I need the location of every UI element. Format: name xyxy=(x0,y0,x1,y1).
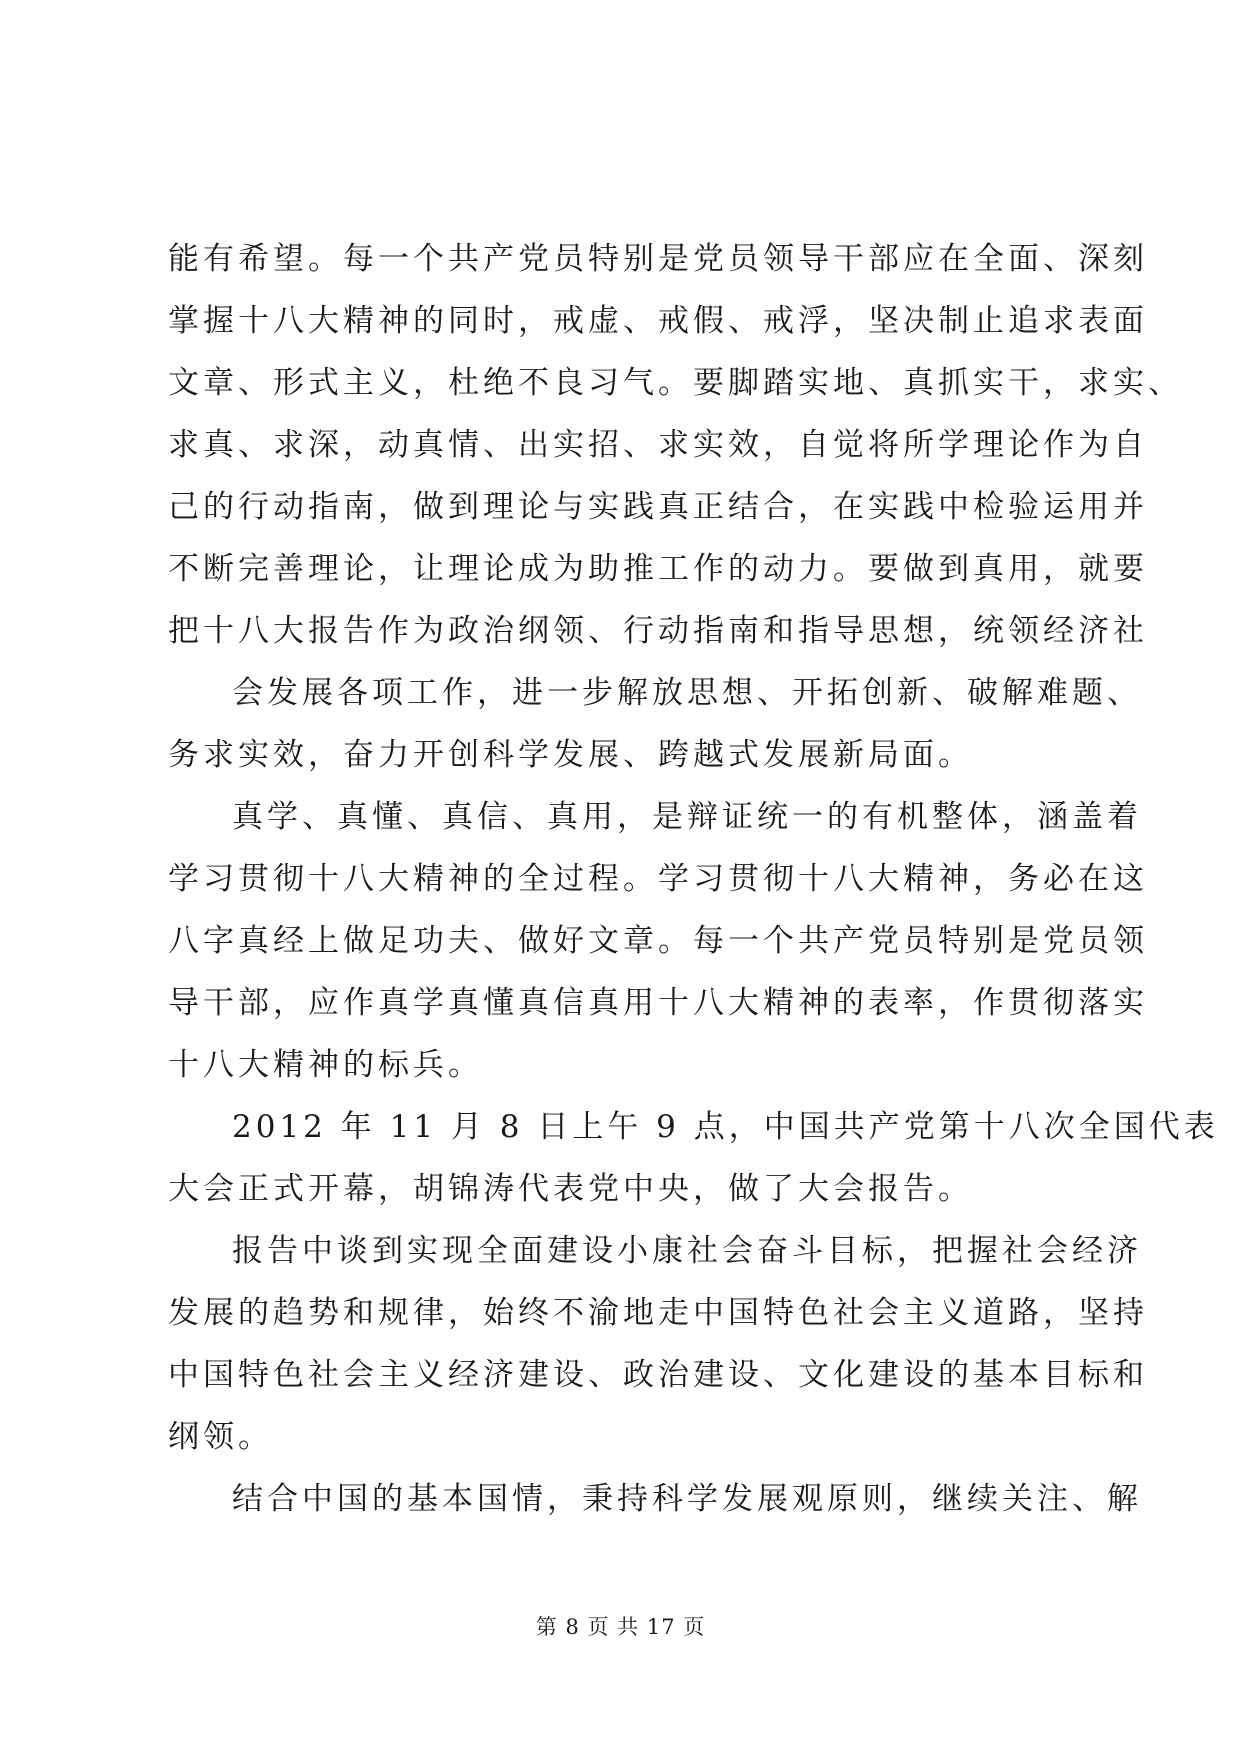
text-line: 结合中国的基本国情，秉持科学发展观原则，继续关注、解 xyxy=(232,1481,1142,1517)
text-line: 八字真经上做足功夫、做好文章。每一个共产党员特别是党员领 xyxy=(168,923,1148,959)
text-line: 纲领。 xyxy=(168,1419,273,1455)
page-number-footer: 第 8 页 共 17 页 xyxy=(535,1615,706,1639)
text-line: 不断完善理论，让理论成为助推工作的动力。要做到真用，就要 xyxy=(168,551,1148,587)
text-line: 把十八大报告作为政治纲领、行动指南和指导思想，统领经济社 xyxy=(168,613,1148,649)
text-line: 真学、真懂、真信、真用，是辩证统一的有机整体，涵盖着 xyxy=(232,799,1142,835)
text-line: 求真、求深，动真情、出实招、求实效，自觉将所学理论作为自 xyxy=(168,427,1148,463)
text-line: 能有希望。每一个共产党员特别是党员领导干部应在全面、深刻 xyxy=(168,241,1148,277)
text-line: 己的行动指南，做到理论与实践真正结合，在实践中检验运用并 xyxy=(168,489,1148,525)
text-line: 十八大精神的标兵。 xyxy=(168,1047,483,1083)
text-line: 中国特色社会主义经济建设、政治建设、文化建设的基本目标和 xyxy=(168,1357,1148,1393)
text-line: 大会正式开幕，胡锦涛代表党中央，做了大会报告。 xyxy=(168,1171,973,1207)
text-line: 导干部，应作真学真懂真信真用十八大精神的表率，作贯彻落实 xyxy=(168,985,1148,1021)
text-line: 2012 年 11 月 8 日上午 9 点，中国共产党第十八次全国代表 xyxy=(232,1109,1219,1145)
text-line: 发展的趋势和规律，始终不渝地走中国特色社会主义道路，坚持 xyxy=(168,1295,1148,1331)
text-line: 务求实效，奋力开创科学发展、跨越式发展新局面。 xyxy=(168,737,973,773)
text-line: 报告中谈到实现全面建设小康社会奋斗目标，把握社会经济 xyxy=(232,1233,1142,1269)
text-line: 掌握十八大精神的同时，戒虚、戒假、戒浮，坚决制止追求表面 xyxy=(168,303,1148,339)
text-line: 会发展各项工作，进一步解放思想、开拓创新、破解难题、 xyxy=(232,675,1142,711)
body-text xyxy=(168,228,1219,1530)
text-line: 文章、形式主义，杜绝不良习气。要脚踏实地、真抓实干，求实、 xyxy=(168,365,1183,401)
text-line: 学习贯彻十八大精神的全过程。学习贯彻十八大精神，务必在这 xyxy=(168,861,1148,897)
